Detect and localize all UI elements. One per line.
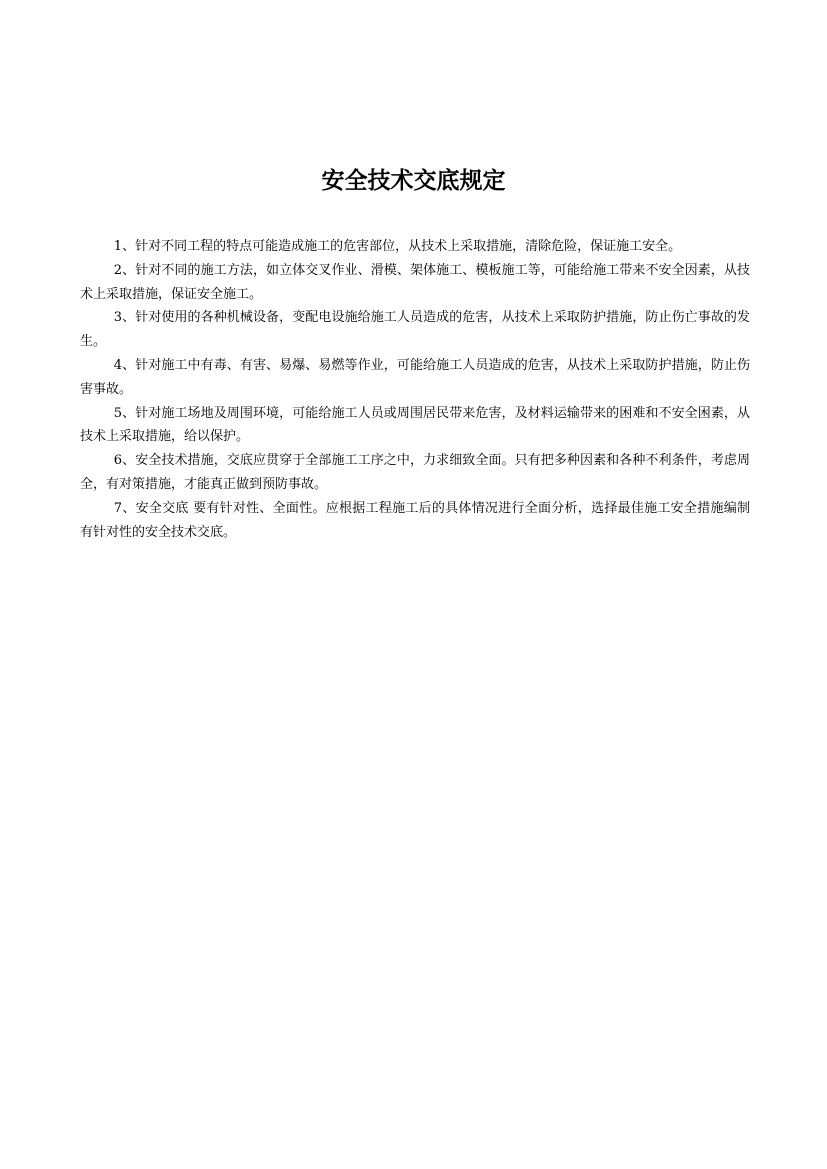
paragraph-5: 5、针对施工场地及周围环境，可能给施工人员或周围居民带来危害，及材料运输带来的困难和不安全困素，从技术上采取措施，给以保护。 xyxy=(80,405,750,445)
paragraph-6: 6、安全技术措施，交底应贯穿于全部施工工序之中，力求细致全面。只有把多种因素和各种不利条件，考虑周全，有对策措施，才能真正做到预防事故。 xyxy=(80,453,750,492)
document-body xyxy=(80,235,750,544)
paragraph-3: 3、针对使用的各种机械设备，变配电设施给施工人员造成的危害，从技术上采取防护措施，防止伤亡事故的发生。 xyxy=(80,310,750,350)
paragraph-1: 1、针对不同工程的特点可能造成施工的危害部位，从技术上采取措施，清除危险，保证施工安全。 xyxy=(113,239,682,254)
document-title: 安全技术交底规定 xyxy=(321,167,506,194)
paragraph-4: 4、针对施工中有毒、有害、易爆、易燃等作业，可能给施工人员造成的危害，从技术上采取防护措施，防止伤害事故。 xyxy=(80,357,750,397)
paragraph-7: 7、安全交底 要有针对性、全面性。应根据工程施工后的具体情况进行全面分析，选择最佳施工安全措施编制有针对性的安全技术交底。 xyxy=(80,500,750,540)
paragraph-2: 2、针对不同的施工方法，如立体交叉作业、滑模、架体施工、模板施工等，可能给施工带来不安全因素，从技术上采取措施，保证安全施工。 xyxy=(80,262,750,302)
